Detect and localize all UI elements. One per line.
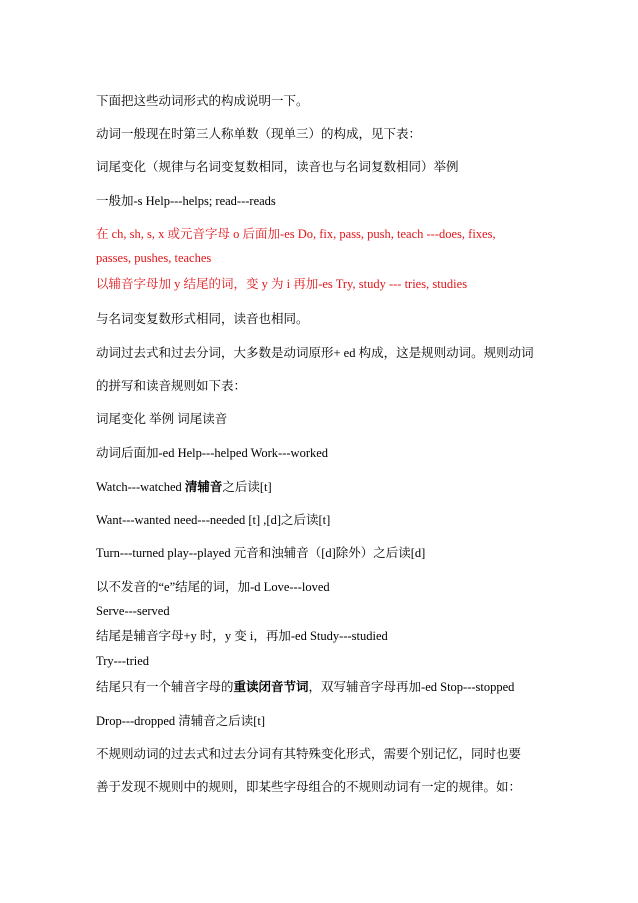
- table-header-past: 词尾变化 举例 词尾读音: [96, 412, 228, 426]
- watch-pronunciation: 之后读[t]: [222, 480, 272, 494]
- rule-add-es-continued: passes, pushes, teaches: [96, 251, 212, 265]
- rule-silent-e: 以不发音的“e”结尾的词，加-d Love---loved: [96, 580, 330, 594]
- rule-consonant-y: 结尾是辅音字母+y 时，y 变 i，再加-ed Study---studied: [96, 629, 388, 643]
- rule-turn-line: Turn---turned play--played 元音和浊辅音（[d]除外）之后读[d]: [96, 546, 426, 560]
- past-tense-intro: 动词过去式和过去分词，大多数是动词原形+ ed 构成，这是规则动词。规则动词: [96, 346, 534, 360]
- rule-try-example: Try---tried: [96, 654, 150, 668]
- table-header-third-person: 词尾变化（规律与名词变复数相同，读音也与名词复数相同）举例: [96, 160, 459, 174]
- watch-example: Watch---watched: [96, 480, 185, 494]
- rule-add-ed: 动词后面加-ed Help---helped Work---worked: [96, 446, 329, 460]
- same-as-plural-note: 与名词变复数形式相同，读音也相同。: [96, 312, 309, 326]
- rule-y-to-ies: 以辅音字母加 y 结尾的词，变 y 为 i 再加-es Try, study --- tries, studies: [96, 277, 468, 291]
- rule-serve-example: Serve---served: [96, 604, 170, 618]
- rule-watch-line: [96, 479, 272, 495]
- intro-line: 下面把这些动词形式的构成说明一下。: [96, 94, 309, 108]
- double-consonant-rule: ，双写辅音字母再加-ed Stop---stopped: [308, 680, 515, 694]
- rule-want-line: Want---wanted need---needed [t] ,[d]之后读[t]: [96, 513, 331, 527]
- stressed-closed-syllable-emphasis: 重读闭音节词: [233, 680, 309, 694]
- past-tense-intro-continued: 的拼写和读音规则如下表：: [96, 379, 247, 393]
- irregular-verbs-intro-continued: 善于发现不规则中的规则，即某些字母组合的不规则动词有一定的规律。如：: [96, 780, 522, 794]
- irregular-verbs-intro: 不规则动词的过去式和过去分词有其特殊变化形式，需要个别记忆，同时也要: [96, 747, 522, 761]
- double-consonant-lead: 结尾只有一个辅音字母的: [96, 680, 234, 694]
- third-person-heading: 动词一般现在时第三人称单数（现单三）的构成，见下表：: [96, 127, 422, 141]
- voiceless-consonant-emphasis: 清辅音: [184, 480, 223, 494]
- rule-add-s: 一般加-s Help---helps; read---reads: [96, 194, 276, 208]
- rule-add-es: 在 ch, sh, s, x 或元音字母 o 后面加-es Do, fix, pass, push, teach ---does, fixes,: [96, 227, 496, 241]
- rule-double-consonant: [96, 679, 514, 695]
- rule-drop-example: Drop---dropped 清辅音之后读[t]: [96, 714, 266, 728]
